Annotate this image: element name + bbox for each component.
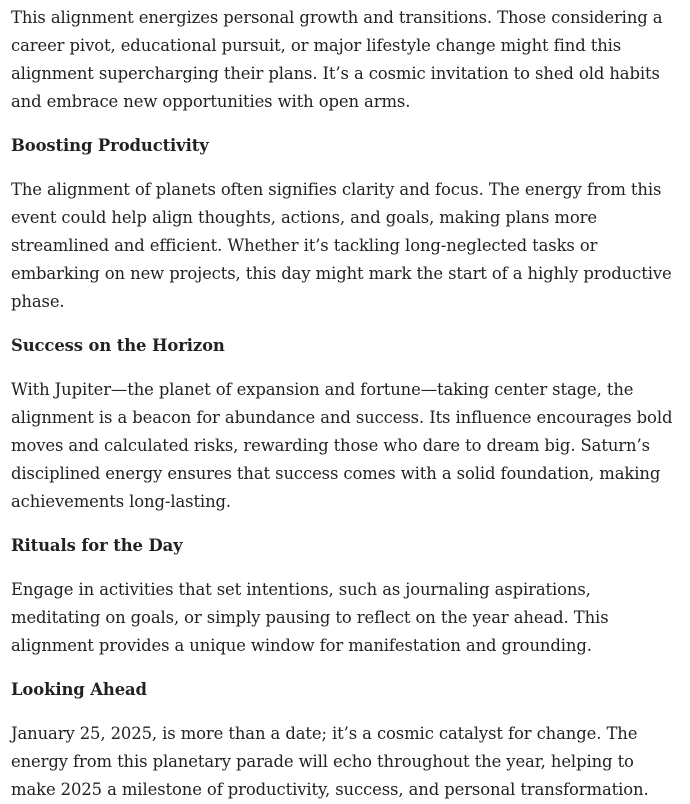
section-heading-looking-ahead: Looking Ahead: [11, 680, 147, 699]
section-heading-success-on-the-horizon: Success on the Horizon: [11, 336, 225, 355]
section-body-rituals-for-the-day: Engage in activities that set intentions, such as journaling aspirations, meditating on goals, or simply pausing to reflect on the year ahead. This alignment provides a unique window for manifestation and grounding.: [11, 580, 609, 655]
intro-paragraph: This alignment energizes personal growth and transitions. Those considering a career pivot, educational pursuit, or major lifestyle change might find this alignment supercharging their plans. It’s a cosmic invitation to shed old habits and embrace new opportunities with open arms.: [11, 8, 663, 111]
section-body-boosting-productivity: The alignment of planets often signifies clarity and focus. The energy from this event could help align thoughts, actions, and goals, making plans more streamlined and efficient. Whether it’s tackling long-neglected tasks or embarking on new projects, this day might mark the start of a highly productive phase.: [11, 180, 672, 311]
section-heading-boosting-productivity: Boosting Productivity: [11, 136, 209, 155]
section-heading-rituals-for-the-day: Rituals for the Day: [11, 536, 183, 555]
section-body-looking-ahead: January 25, 2025, is more than a date; it’s a cosmic catalyst for change. The energy from this planetary parade will echo throughout the year, helping to make 2025 a milestone of productivity, success, and personal transformation.: [11, 724, 649, 799]
section-body-success-on-the-horizon: With Jupiter—the planet of expansion and fortune—taking center stage, the alignment is a beacon for abundance and success. Its influence encourages bold moves and calculated risks, rewarding those who dare to dream big. Saturn’s disciplined energy ensures that success comes with a solid foundation, making achievements long-lasting.: [11, 380, 673, 511]
